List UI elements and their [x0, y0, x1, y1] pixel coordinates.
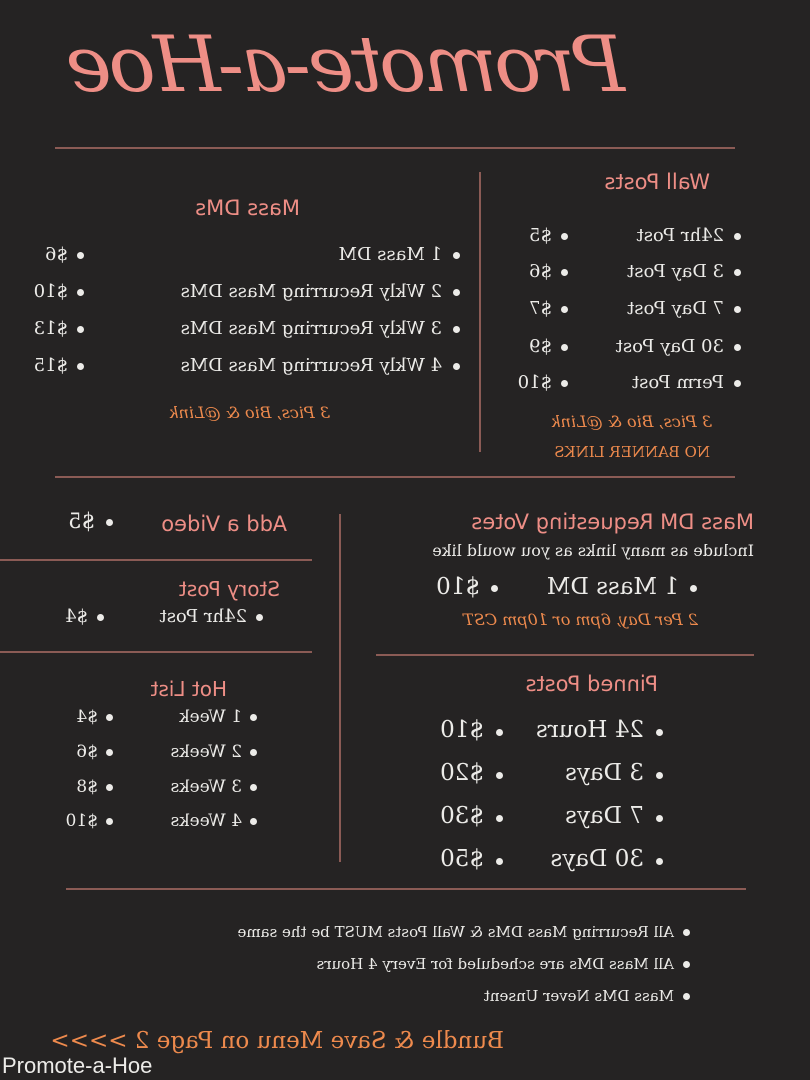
bullet-icon	[496, 858, 503, 865]
bullet-icon	[250, 818, 257, 825]
rule-text: All Recurring Mass DMs & Wall Posts MUST be the same	[237, 923, 674, 941]
bullet-icon	[656, 815, 663, 822]
bullet-icon	[496, 772, 503, 779]
bullet-icon	[561, 380, 568, 387]
footer-text: Bundle & Save Menu on Page 2 >>>>	[50, 1028, 504, 1054]
bullet-icon	[491, 585, 498, 592]
bullet-icon	[734, 344, 741, 351]
bullet-icon	[656, 729, 663, 736]
page-title: Promote-a-Hoe	[68, 20, 625, 110]
bullet-icon	[106, 749, 113, 756]
bullet-icon	[561, 344, 568, 351]
bullet-icon	[453, 252, 460, 259]
item-price: $4	[76, 707, 98, 727]
bullet-icon	[734, 233, 741, 240]
pinned-posts-heading: Pinned Posts	[525, 672, 658, 696]
bullet-icon	[656, 858, 663, 865]
mass-dms-note: 3 Pics, Bio & @Link	[168, 403, 330, 422]
bullet-icon	[561, 233, 568, 240]
divider-top	[55, 147, 735, 149]
item-label: 4 Weeks	[170, 811, 242, 831]
item-label: 3 Day Post	[627, 261, 724, 282]
bullet-icon	[496, 815, 503, 822]
item-label: 1 Mass DM	[546, 574, 679, 600]
item-price: $10	[440, 717, 484, 743]
wall-posts-heading: Wall Posts	[604, 170, 710, 194]
item-label: 7 Days	[565, 803, 644, 829]
bullet-icon	[561, 269, 568, 276]
add-video-price: $5	[68, 509, 95, 533]
bullet-icon	[77, 363, 84, 370]
item-label: 1 Mass DM	[338, 244, 442, 265]
item-price: $6	[76, 742, 98, 762]
wall-posts-banner-note: NO BANNER LINKS	[554, 443, 710, 461]
bullet-icon	[77, 252, 84, 259]
bullet-icon	[97, 614, 104, 621]
bullet-icon	[106, 519, 113, 526]
bullet-icon	[683, 929, 690, 936]
item-price: $10	[436, 574, 480, 600]
bullet-icon	[683, 993, 690, 1000]
item-label: 24 Hours	[535, 717, 644, 743]
item-label: 1 Week	[179, 707, 242, 727]
bullet-icon	[106, 818, 113, 825]
mass-dms-heading: Mass DMs	[195, 196, 300, 220]
divider-right-2	[0, 651, 312, 653]
item-label: 30 Day Post	[615, 336, 724, 357]
bullet-icon	[250, 749, 257, 756]
divider-bottom	[66, 888, 746, 890]
item-price: $6	[45, 244, 68, 265]
bullet-icon	[77, 289, 84, 296]
bullet-icon	[734, 306, 741, 313]
bullet-icon	[256, 614, 263, 621]
bullet-icon	[453, 326, 460, 333]
bullet-icon	[106, 714, 113, 721]
item-label: 3 Days	[565, 760, 644, 786]
item-price: $5	[529, 225, 552, 246]
item-label: 24hr Post	[159, 606, 247, 627]
divider-left	[376, 654, 754, 656]
votes-note: 2 Per Day, 6pm or 10pm CST	[463, 610, 698, 629]
item-price: $8	[76, 777, 98, 797]
bullet-icon	[496, 729, 503, 736]
divider-middle	[55, 476, 735, 478]
item-label: 30 Days	[550, 846, 644, 872]
item-price: $50	[440, 846, 484, 872]
bullet-icon	[250, 714, 257, 721]
item-price: $4	[65, 606, 88, 627]
votes-heading: Mass DM Requesting Votes	[471, 510, 754, 534]
item-label: 4 Wkly Recurring Mass DMs	[180, 355, 442, 376]
item-label: 3 Weeks	[170, 777, 242, 797]
votes-subtitle: Include as many links as you would like	[432, 541, 754, 560]
divider-right-1	[0, 559, 312, 561]
item-label: 24hr Post	[636, 225, 724, 246]
rule-text: All Mass DMs are scheduled for Every 4 Hours	[316, 955, 674, 973]
bullet-icon	[734, 269, 741, 276]
item-label: 7 Day Post	[627, 298, 724, 319]
item-label: 2 Weeks	[170, 742, 242, 762]
add-video-label: Add a Video	[161, 512, 287, 536]
wall-posts-note: 3 Pics, Bio & @Link	[550, 412, 712, 431]
bullet-icon	[106, 784, 113, 791]
item-label: 3 Wkly Recurring Mass DMs	[180, 318, 442, 339]
item-price: $7	[529, 298, 552, 319]
hot-list-heading: Hot List	[150, 677, 227, 701]
bullet-icon	[77, 326, 84, 333]
bullet-icon	[561, 306, 568, 313]
bullet-icon	[690, 585, 697, 592]
bullet-icon	[656, 772, 663, 779]
item-price: $9	[529, 336, 552, 357]
story-post-heading: Story Post	[178, 577, 280, 601]
divider-vertical-bottom	[339, 514, 341, 862]
bullet-icon	[734, 380, 741, 387]
bullet-icon	[453, 363, 460, 370]
item-price: $10	[33, 281, 68, 302]
item-price: $10	[65, 811, 98, 831]
rule-text: Mass DMs Never Unsent	[483, 987, 674, 1005]
bullet-icon	[250, 784, 257, 791]
item-price: $13	[33, 318, 68, 339]
item-price: $6	[529, 261, 552, 282]
divider-vertical-top	[479, 172, 481, 452]
item-label: 2 Wkly Recurring Mass DMs	[180, 281, 442, 302]
item-price: $20	[440, 760, 484, 786]
watermark: Promote-a-Hoe	[2, 1053, 153, 1078]
item-price: $15	[33, 355, 68, 376]
bullet-icon	[683, 961, 690, 968]
item-price: $10	[517, 372, 552, 393]
item-label: Perm Post	[631, 372, 724, 393]
item-price: $30	[440, 803, 484, 829]
bullet-icon	[453, 289, 460, 296]
